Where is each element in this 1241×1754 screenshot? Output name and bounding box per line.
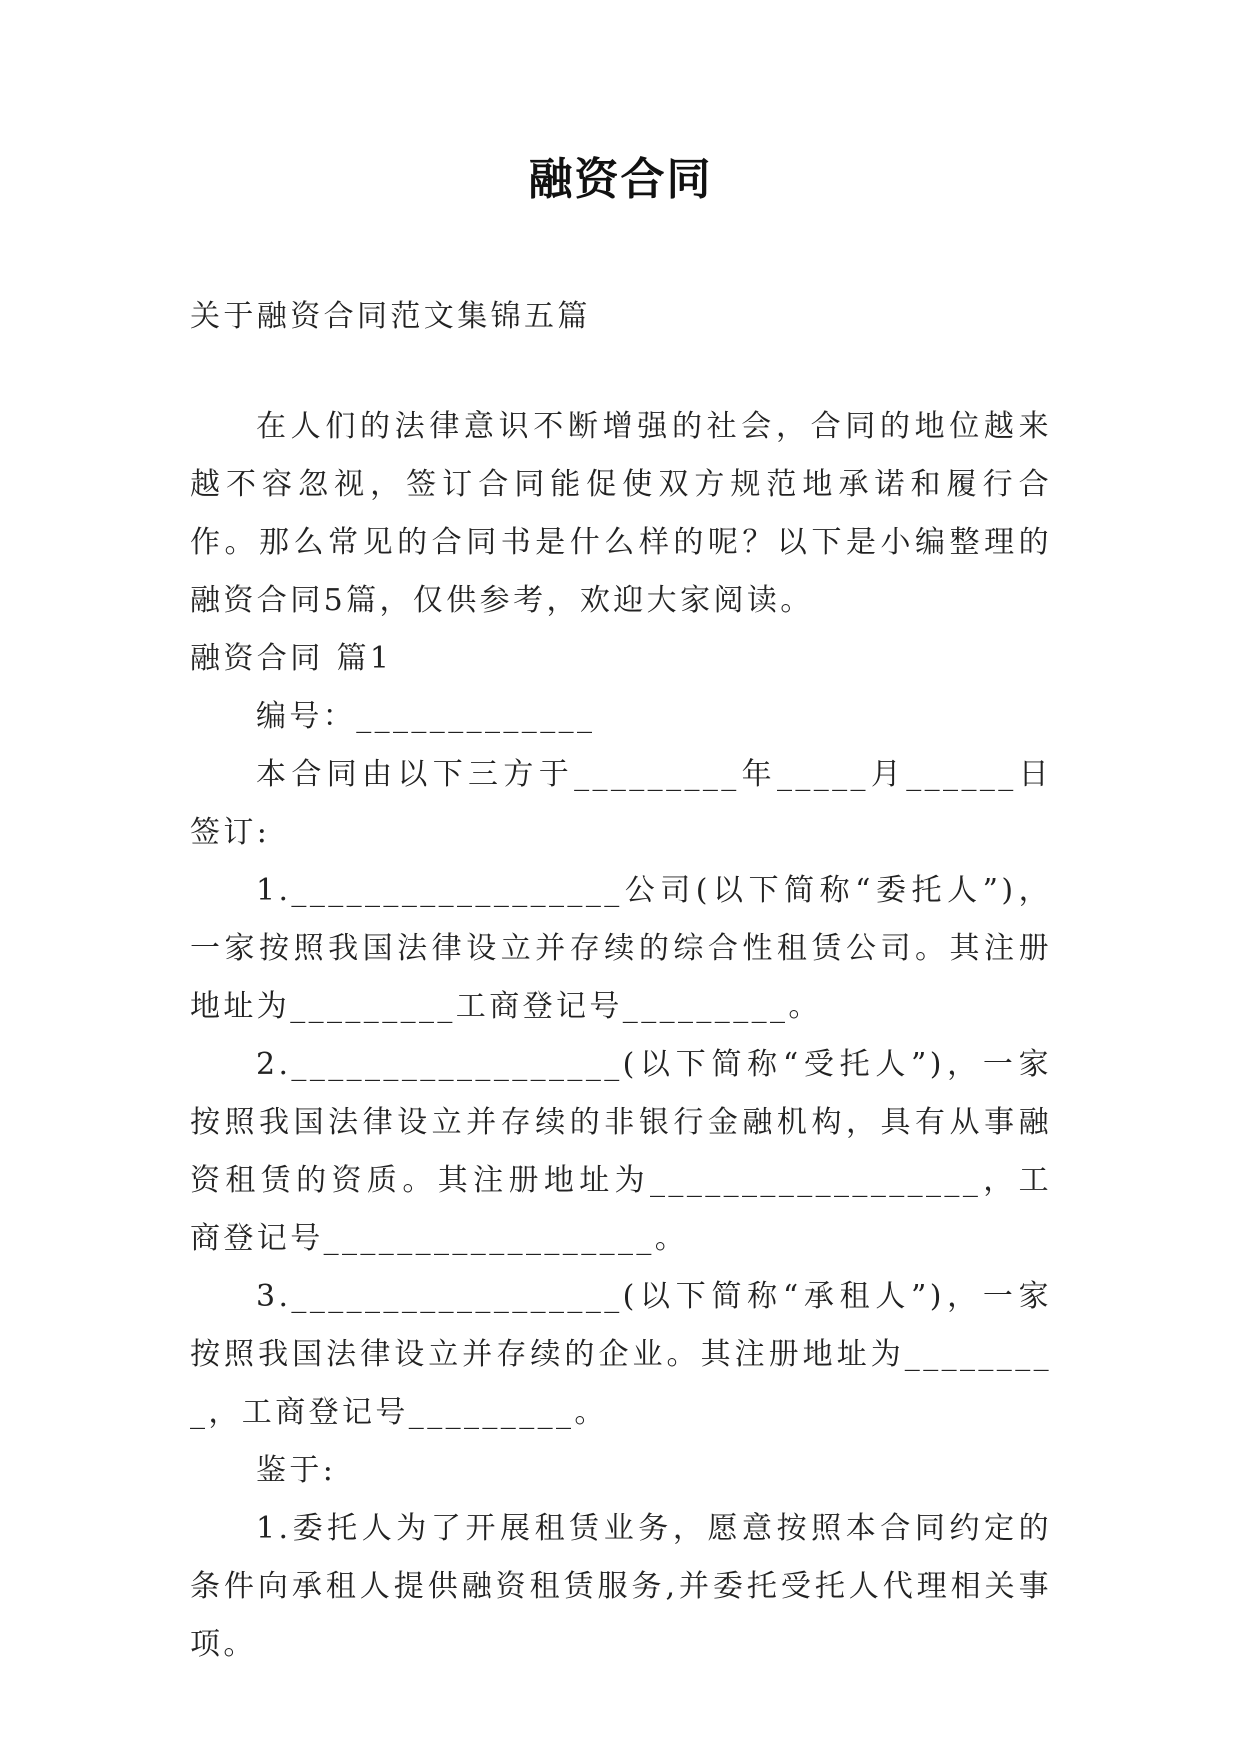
signing-date-line: 本合同由以下三方于_________年_____月______日签订: — [190, 757, 1052, 850]
document-title: 融资合同 — [528, 154, 713, 205]
party-2-paragraph: 2.__________________(以下简称“受托人”)，一家按照我国法律设立并存续的非银行金融机构，具有从事融资租赁的资质。其注册地址为__________________，工商登记号__________________。 — [190, 1047, 1052, 1256]
party-1-paragraph: 1.__________________公司(以下简称“委托人”)，一家按照我国法律设立并存续的综合性租赁公司。其注册地址为_________工商登记号_________。 — [190, 873, 1052, 1024]
whereas-heading: 鉴于: — [256, 1453, 337, 1488]
document-subtitle: 关于融资合同范文集锦五篇 — [190, 299, 591, 334]
whereas-item-1: 1.委托人为了开展租赁业务，愿意按照本合同约定的条件向承租人提供融资租赁服务,并委托受托人代理相关事项。 — [190, 1511, 1052, 1662]
party-3-paragraph: 3.__________________(以下简称“承租人”)，一家按照我国法律设立并存续的企业。其注册地址为_________，工商登记号_________。 — [190, 1279, 1052, 1430]
section-heading-1: 融资合同 篇1 — [190, 641, 393, 676]
intro-paragraph: 在人们的法律意识不断增强的社会，合同的地位越来越不容忽视，签订合同能促使双方规范地承诺和履行合作。那么常见的合同书是什么样的呢？以下是小编整理的融资合同5篇，仅供参考，欢迎大家阅读。 — [190, 409, 1052, 618]
contract-number-line: 编号：_____________ — [256, 699, 596, 734]
document-body — [190, 288, 1052, 1674]
